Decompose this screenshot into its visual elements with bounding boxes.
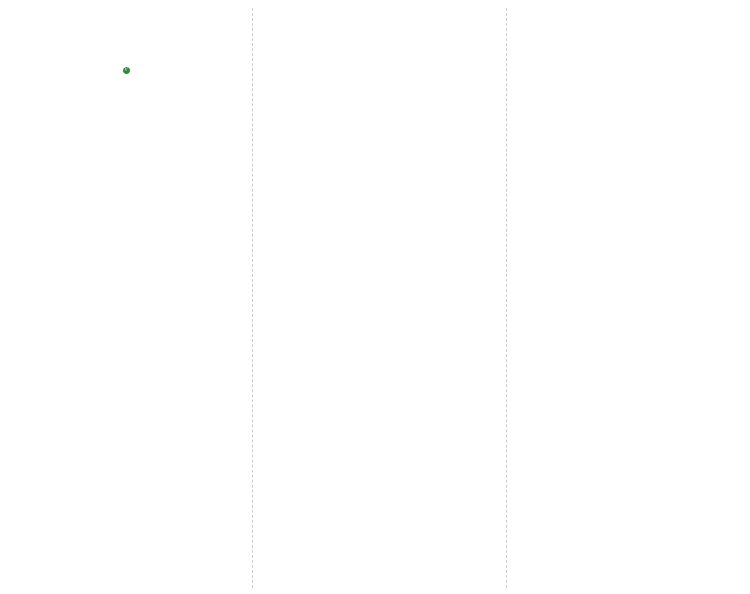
column-pizzas xyxy=(0,0,252,594)
size-header xyxy=(0,22,252,40)
size-header xyxy=(254,4,504,22)
column-divider xyxy=(252,8,253,588)
gluten-free-row xyxy=(268,22,504,32)
column-specialty xyxy=(254,0,504,594)
sub-size-header xyxy=(508,22,750,32)
column-subs xyxy=(508,0,750,594)
veg-options xyxy=(0,65,252,74)
column-divider xyxy=(506,8,507,588)
deep-cheese-row xyxy=(30,50,252,60)
vegetarian-icon: V xyxy=(124,67,128,73)
